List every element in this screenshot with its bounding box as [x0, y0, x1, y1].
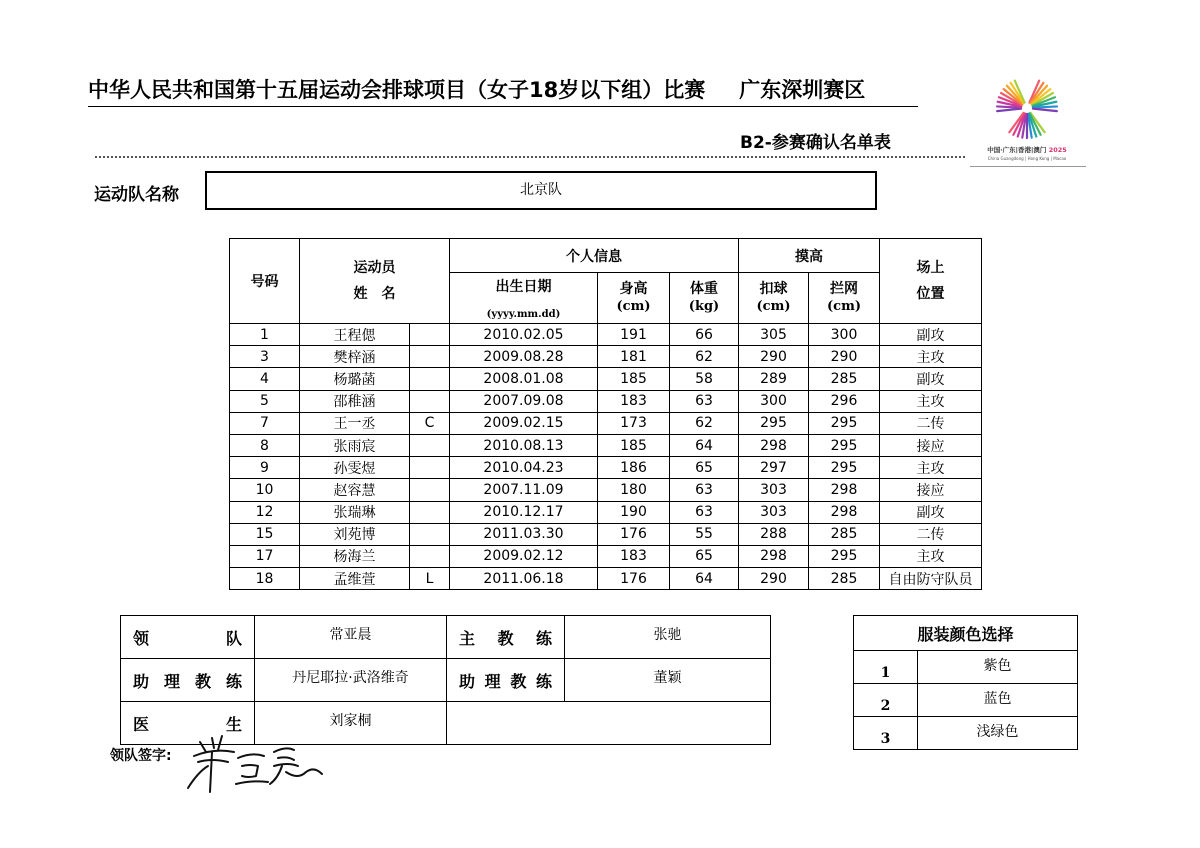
event-region: 广东深圳赛区: [739, 78, 866, 102]
header-weight-unit: (kg): [688, 299, 720, 314]
uniform-option-number: 1: [854, 651, 918, 684]
player-height: 185: [598, 434, 670, 456]
player-birth-date: 2010.02.05: [450, 324, 598, 346]
player-block-reach: 295: [809, 412, 880, 434]
player-height: 180: [598, 479, 670, 501]
player-number: 10: [230, 479, 300, 501]
player-weight: 65: [670, 545, 739, 567]
uniform-option-number: 2: [854, 684, 918, 717]
player-position: 接应: [880, 479, 982, 501]
player-height: 173: [598, 412, 670, 434]
player-block-reach: 300: [809, 324, 880, 346]
roster-row: [230, 479, 982, 501]
roster-row: [230, 368, 982, 390]
team-leader-label: 领队: [121, 616, 255, 659]
roster-body: [230, 324, 982, 590]
roster-row: [230, 523, 982, 545]
roster-row: [230, 434, 982, 456]
roster-row: [230, 390, 982, 412]
player-number: 9: [230, 457, 300, 479]
event-title: 中华人民共和国第十五届运动会排球项目（女子18岁以下组）比赛: [88, 78, 706, 102]
player-name: 张瑞琳: [300, 501, 410, 523]
player-birth-date: 2007.11.09: [450, 479, 598, 501]
player-role-mark: [410, 545, 450, 567]
player-number: 4: [230, 368, 300, 390]
player-block-reach: 296: [809, 390, 880, 412]
player-height: 185: [598, 368, 670, 390]
team-name-field: 北京队: [205, 171, 877, 210]
uniform-color-table: [853, 615, 1078, 750]
player-role-mark: [410, 324, 450, 346]
player-position: 副攻: [880, 501, 982, 523]
staff-empty-cell: [447, 702, 771, 745]
page-title: [88, 74, 918, 107]
player-height: 190: [598, 501, 670, 523]
player-weight: 63: [670, 501, 739, 523]
dotted-divider: [95, 156, 965, 158]
head-coach-value: 张驰: [565, 616, 771, 659]
player-position: 二传: [880, 523, 982, 545]
assistant-coach-label-2: 助理教练: [447, 659, 565, 702]
roster-row: [230, 545, 982, 567]
roster-row: [230, 412, 982, 434]
player-height: 176: [598, 523, 670, 545]
header-spike-unit: (cm): [756, 299, 791, 314]
player-block-reach: 295: [809, 545, 880, 567]
player-number: 15: [230, 523, 300, 545]
player-birth-date: 2010.12.17: [450, 501, 598, 523]
player-number: 3: [230, 346, 300, 368]
player-height: 186: [598, 457, 670, 479]
assistant-coach-value-2: 董颖: [565, 659, 771, 702]
player-position: 主攻: [880, 390, 982, 412]
header-athlete-line1: 运动员: [353, 260, 396, 276]
player-position: 副攻: [880, 324, 982, 346]
roster-row: [230, 324, 982, 346]
player-height: 181: [598, 346, 670, 368]
player-spike-reach: 289: [739, 368, 809, 390]
player-weight: 62: [670, 346, 739, 368]
player-block-reach: 298: [809, 479, 880, 501]
player-role-mark: [410, 390, 450, 412]
player-number: 7: [230, 412, 300, 434]
player-block-reach: 295: [809, 434, 880, 456]
player-role-mark: [410, 501, 450, 523]
header-position-line2: 位置: [916, 286, 945, 302]
header-height: [598, 273, 670, 324]
team-name-label: 运动队名称: [94, 185, 179, 205]
player-weight: 65: [670, 457, 739, 479]
games-logo: [978, 58, 1076, 168]
player-birth-date: 2009.02.15: [450, 412, 598, 434]
uniform-color-title: 服装颜色选择: [854, 616, 1078, 651]
player-spike-reach: 288: [739, 523, 809, 545]
player-number: 1: [230, 324, 300, 346]
player-spike-reach: 305: [739, 324, 809, 346]
header-weight-label: 体重: [690, 281, 718, 297]
header-block-label: 拦网: [830, 281, 858, 297]
roster-row: [230, 501, 982, 523]
player-birth-date: 2007.09.08: [450, 390, 598, 412]
player-number: 8: [230, 434, 300, 456]
player-number: 5: [230, 390, 300, 412]
player-name: 樊梓涵: [300, 346, 410, 368]
header-birth-format: (yyyy.mm.dd): [486, 309, 561, 320]
player-role-mark: L: [410, 568, 450, 590]
svg-text:China Guangdong | Hong Kong |: China Guangdong | Hong Kong | Macao: [987, 156, 1067, 161]
player-weight: 64: [670, 568, 739, 590]
logo-divider: [970, 166, 1086, 167]
header-reach: 摸高: [739, 239, 880, 273]
head-coach-label: 主教练: [447, 616, 565, 659]
uniform-option-color: 紫色: [918, 651, 1078, 684]
header-spike-label: 扣球: [759, 281, 788, 297]
player-position: 主攻: [880, 545, 982, 567]
player-weight: 58: [670, 368, 739, 390]
player-name: 张雨宸: [300, 434, 410, 456]
player-height: 183: [598, 545, 670, 567]
player-number: 12: [230, 501, 300, 523]
player-weight: 66: [670, 324, 739, 346]
leader-signature-label: 领队签字:: [110, 748, 172, 764]
player-weight: 64: [670, 434, 739, 456]
player-name: 孙雯煜: [300, 457, 410, 479]
roster-row: [230, 457, 982, 479]
uniform-option-color: 浅绿色: [918, 717, 1078, 750]
form-name: B2-参赛确认名单表: [740, 133, 891, 153]
player-position: 二传: [880, 412, 982, 434]
player-name: 杨海兰: [300, 545, 410, 567]
header-weight: [670, 273, 739, 324]
handwritten-signature: [178, 722, 328, 802]
doctor-label: 医生: [121, 702, 255, 745]
player-number: 18: [230, 568, 300, 590]
player-birth-date: 2009.08.28: [450, 346, 598, 368]
player-spike-reach: 297: [739, 457, 809, 479]
team-leader-value: 常亚晨: [255, 616, 447, 659]
player-block-reach: 285: [809, 568, 880, 590]
assistant-coach-value-1: 丹尼耶拉·武洛维奇: [255, 659, 447, 702]
player-position: 主攻: [880, 346, 982, 368]
header-height-label: 身高: [619, 281, 648, 297]
player-role-mark: [410, 457, 450, 479]
player-spike-reach: 303: [739, 501, 809, 523]
player-spike-reach: 290: [739, 346, 809, 368]
header-birth-date-label: 出生日期: [495, 279, 552, 295]
player-height: 176: [598, 568, 670, 590]
player-role-mark: [410, 368, 450, 390]
header-athlete: [300, 239, 450, 324]
roster-row: [230, 346, 982, 368]
player-number: 17: [230, 545, 300, 567]
player-birth-date: 2011.06.18: [450, 568, 598, 590]
uniform-option-number: 3: [854, 717, 918, 750]
player-name: 孟维萱: [300, 568, 410, 590]
header-personal-info: 个人信息: [450, 239, 739, 273]
player-role-mark: [410, 523, 450, 545]
player-weight: 63: [670, 479, 739, 501]
player-spike-reach: 300: [739, 390, 809, 412]
player-role-mark: [410, 346, 450, 368]
player-name: 刘苑博: [300, 523, 410, 545]
header-number: 号码: [230, 239, 300, 324]
header-athlete-line2: 姓 名: [353, 286, 396, 302]
header-birth-date: [450, 273, 598, 324]
player-position: 副攻: [880, 368, 982, 390]
header-block-unit: (cm): [827, 299, 861, 314]
player-height: 183: [598, 390, 670, 412]
player-position: 主攻: [880, 457, 982, 479]
player-name: 王一丞: [300, 412, 410, 434]
player-birth-date: 2008.01.08: [450, 368, 598, 390]
header-position: [880, 239, 982, 324]
player-role-mark: [410, 479, 450, 501]
player-block-reach: 295: [809, 457, 880, 479]
player-weight: 55: [670, 523, 739, 545]
player-spike-reach: 290: [739, 568, 809, 590]
header-spike: [739, 273, 809, 324]
player-name: 赵容慧: [300, 479, 410, 501]
player-spike-reach: 298: [739, 434, 809, 456]
header-block: [809, 273, 880, 324]
player-birth-date: 2010.08.13: [450, 434, 598, 456]
player-spike-reach: 298: [739, 545, 809, 567]
roster-row: [230, 568, 982, 590]
player-weight: 62: [670, 412, 739, 434]
assistant-coach-label-1: 助理教练: [121, 659, 255, 702]
player-block-reach: 285: [809, 523, 880, 545]
header-position-line1: 场上: [916, 260, 945, 276]
player-position: 自由防守队员: [880, 568, 982, 590]
player-birth-date: 2011.03.30: [450, 523, 598, 545]
player-block-reach: 285: [809, 368, 880, 390]
player-name: 杨璐菡: [300, 368, 410, 390]
roster-table: [229, 238, 982, 590]
svg-text:中国·广东|香港|澳门 2025: 中国·广东|香港|澳门 2025: [987, 146, 1067, 154]
player-block-reach: 298: [809, 501, 880, 523]
player-weight: 63: [670, 390, 739, 412]
doctor-value: 刘家桐: [255, 702, 447, 745]
player-height: 191: [598, 324, 670, 346]
player-block-reach: 290: [809, 346, 880, 368]
header-height-unit: (cm): [616, 299, 651, 314]
player-name: 王程偲: [300, 324, 410, 346]
player-name: 邵稚涵: [300, 390, 410, 412]
uniform-option-color: 蓝色: [918, 684, 1078, 717]
player-role-mark: [410, 434, 450, 456]
player-spike-reach: 295: [739, 412, 809, 434]
player-role-mark: C: [410, 412, 450, 434]
player-position: 接应: [880, 434, 982, 456]
player-birth-date: 2010.04.23: [450, 457, 598, 479]
player-spike-reach: 303: [739, 479, 809, 501]
player-birth-date: 2009.02.12: [450, 545, 598, 567]
